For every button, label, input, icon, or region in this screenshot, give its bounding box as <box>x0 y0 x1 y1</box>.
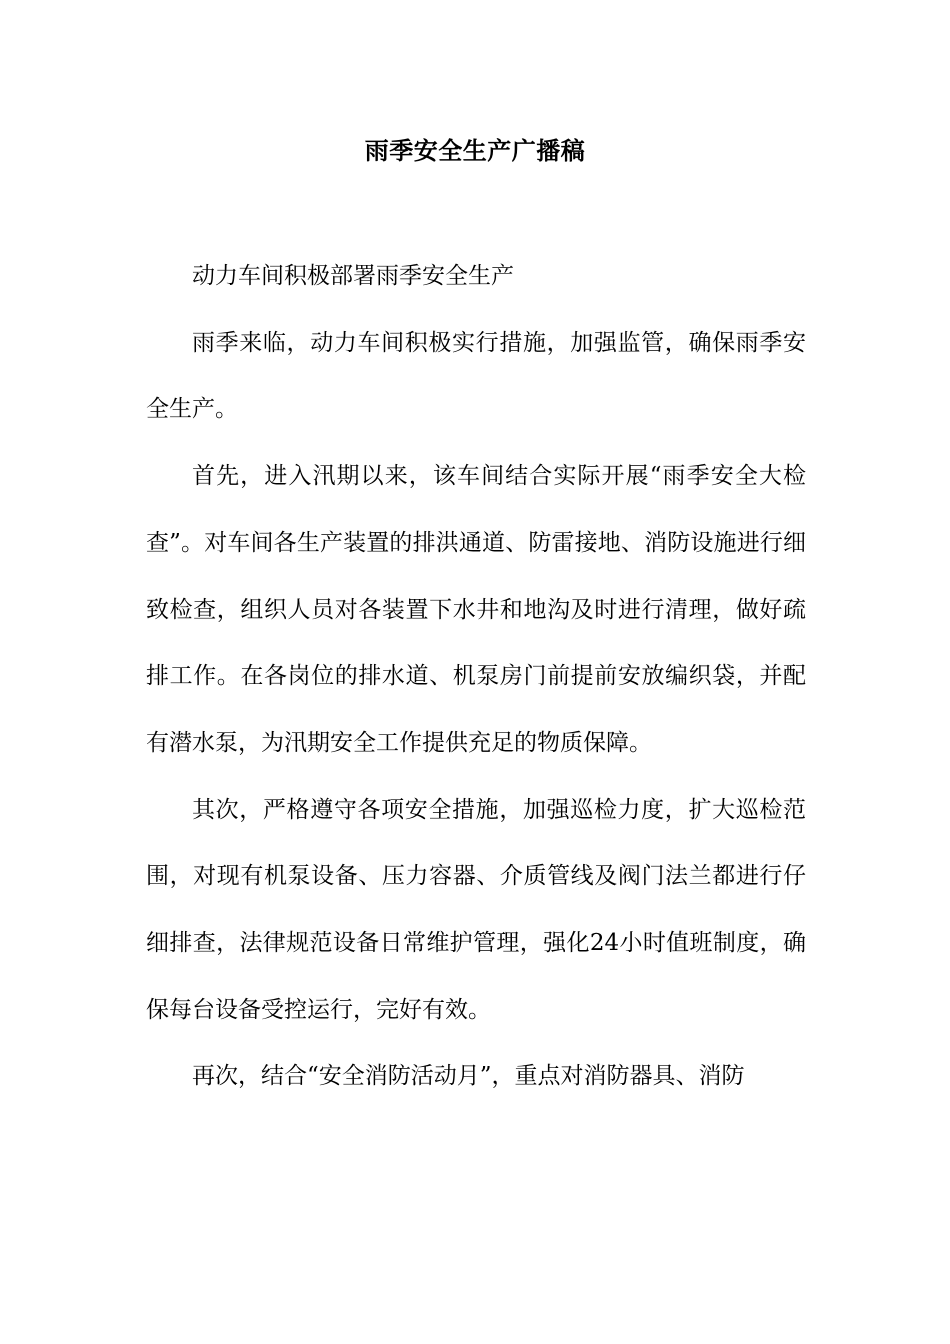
document-title: 雨季安全生产广播稿 <box>364 137 586 165</box>
paragraph-first: 首先，进入汛期以来，该车间结合实际开展“雨季安全大检查”。对车间各生产装置的排洪通道、防雷接地、消防设施进行细致检查，组织人员对各装置下水井和地沟及时进行清理，做好疏排工作。在各岗位的排水道、机泵房门前提前安放编织袋，并配有潜水泵，为汛期安全工作提供充足的物质保障。 <box>146 463 806 756</box>
document-body <box>146 243 806 1110</box>
paragraph-intro: 雨季来临，动力车间积极实行措施，加强监管，确保雨季安全生产。 <box>146 329 806 423</box>
paragraph-second: 其次，严格遵守各项安全措施，加强巡检力度，扩大巡检范围，对现有机泵设备、压力容器、介质管线及阀门法兰都进行仔细排查，法律规范设备日常维护管理，强化24小时值班制度，确保每台设备受控运行，完好有效。 <box>146 796 806 1023</box>
paragraph-heading: 动力车间积极部署雨季安全生产 <box>192 263 514 289</box>
paragraph-third: 再次，结合“安全消防活动月”，重点对消防器具、消防 <box>192 1063 745 1090</box>
